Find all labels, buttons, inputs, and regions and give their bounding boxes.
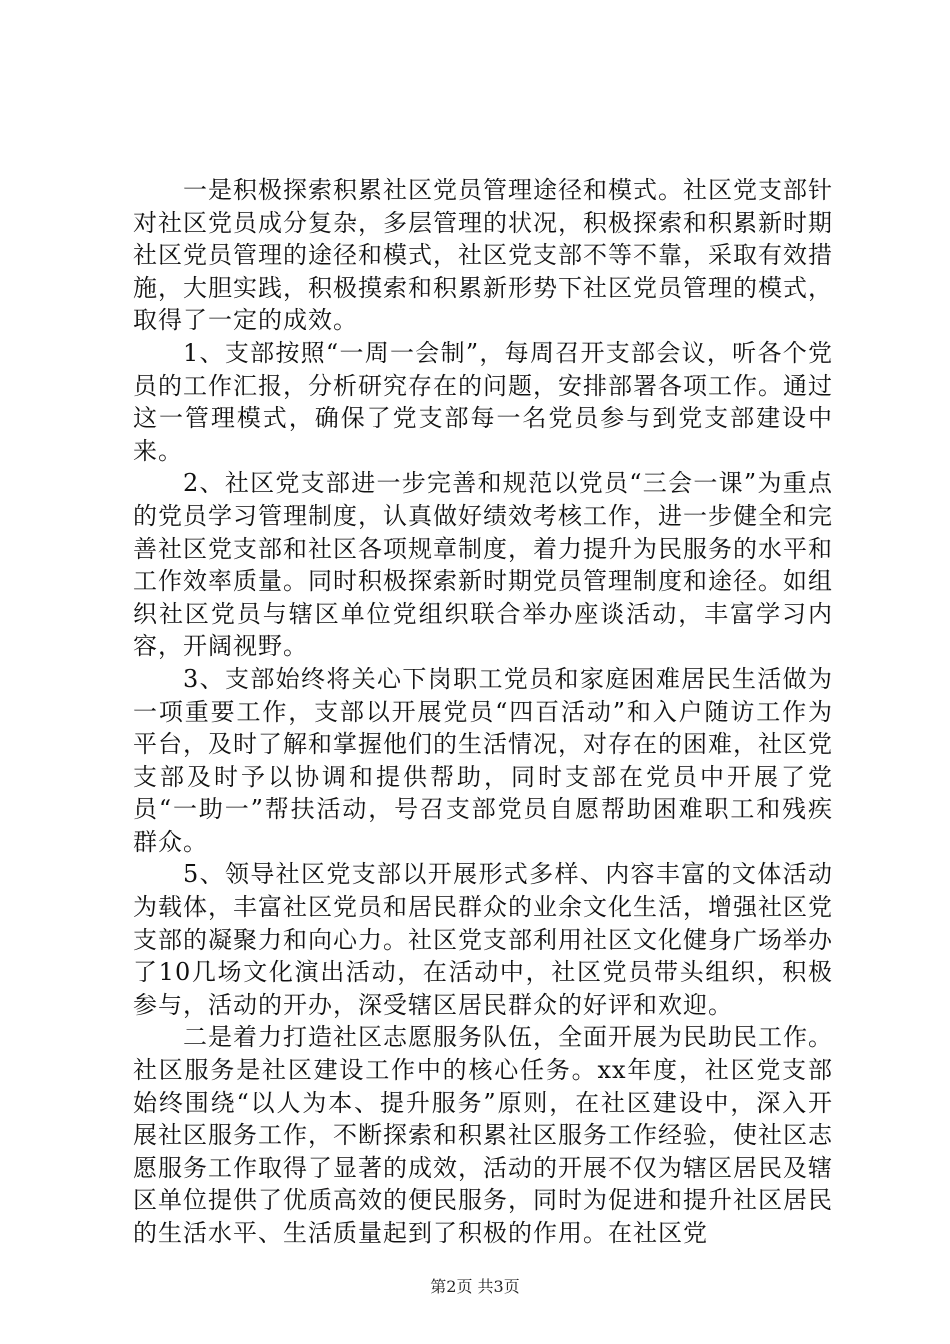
page-footer: 第2页 共3页 [430,1277,520,1296]
paragraph-3: 2、社区党支部进一步完善和规范以党员“三会一课”为重点的党员学习管理制度，认真做好绩效考核工作，进一步健全和完善社区党支部和社区各项规章制度，着力提升为民服务的水平和工作效率质量。同时积极探索新时期党员管理制度和途径。如组织社区党员与辖区单位党组织联合举办座谈活动，丰富学习内容，开阔视野。 [133,469,833,661]
document-body [133,174,833,1250]
paragraph-5: 5、领导社区党支部以开展形式多样、内容丰富的文体活动为载体，丰富社区党员和居民群众的业余文化生活，增强社区党支部的凝聚力和向心力。社区党支部利用社区文化健身广场举办了10几场文化演出活动，在活动中，社区党员带头组织，积极参与，活动的开办，深受辖区居民群众的好评和欢迎。 [133,860,833,1019]
paragraph-4: 3、支部始终将关心下岗职工党员和家庭困难居民生活做为一项重要工作，支部以开展党员“四百活动”和入户随访工作为平台，及时了解和掌握他们的生活情况，对存在的困难，社区党支部及时予以协调和提供帮助，同时支部在党员中开展了党员“一助一”帮扶活动，号召支部党员自愿帮助困难职工和残疾群众。 [133,664,833,856]
paragraph-6: 二是着力打造社区志愿服务队伍，全面开展为民助民工作。社区服务是社区建设工作中的核心任务。xx年度，社区党支部始终围绕“以人为本、提升服务”原则，在社区建设中，深入开展社区服务工作，不断探索和积累社区服务工作经验，使社区志愿服务工作取得了显著的成效，活动的开展不仅为辖区居民及辖区单位提供了优质高效的便民服务，同时为促进和提升社区居民的生活水平、生活质量起到了积极的作用。在社区党 [133,1023,833,1247]
paragraph-1: 一是积极探索积累社区党员管理途径和模式。社区党支部针对社区党员成分复杂，多层管理的状况，积极探索和积累新时期社区党员管理的途径和模式，社区党支部不等不靠，采取有效措施，大胆实践，积极摸索和积累新形势下社区党员管理的模式，取得了一定的成效。 [133,176,833,335]
paragraph-2: 1、支部按照“一周一会制”，每周召开支部会议，听各个党员的工作汇报，分析研究存在的问题，安排部署各项工作。通过这一管理模式，确保了党支部每一名党员参与到党支部建设中来。 [133,338,833,465]
